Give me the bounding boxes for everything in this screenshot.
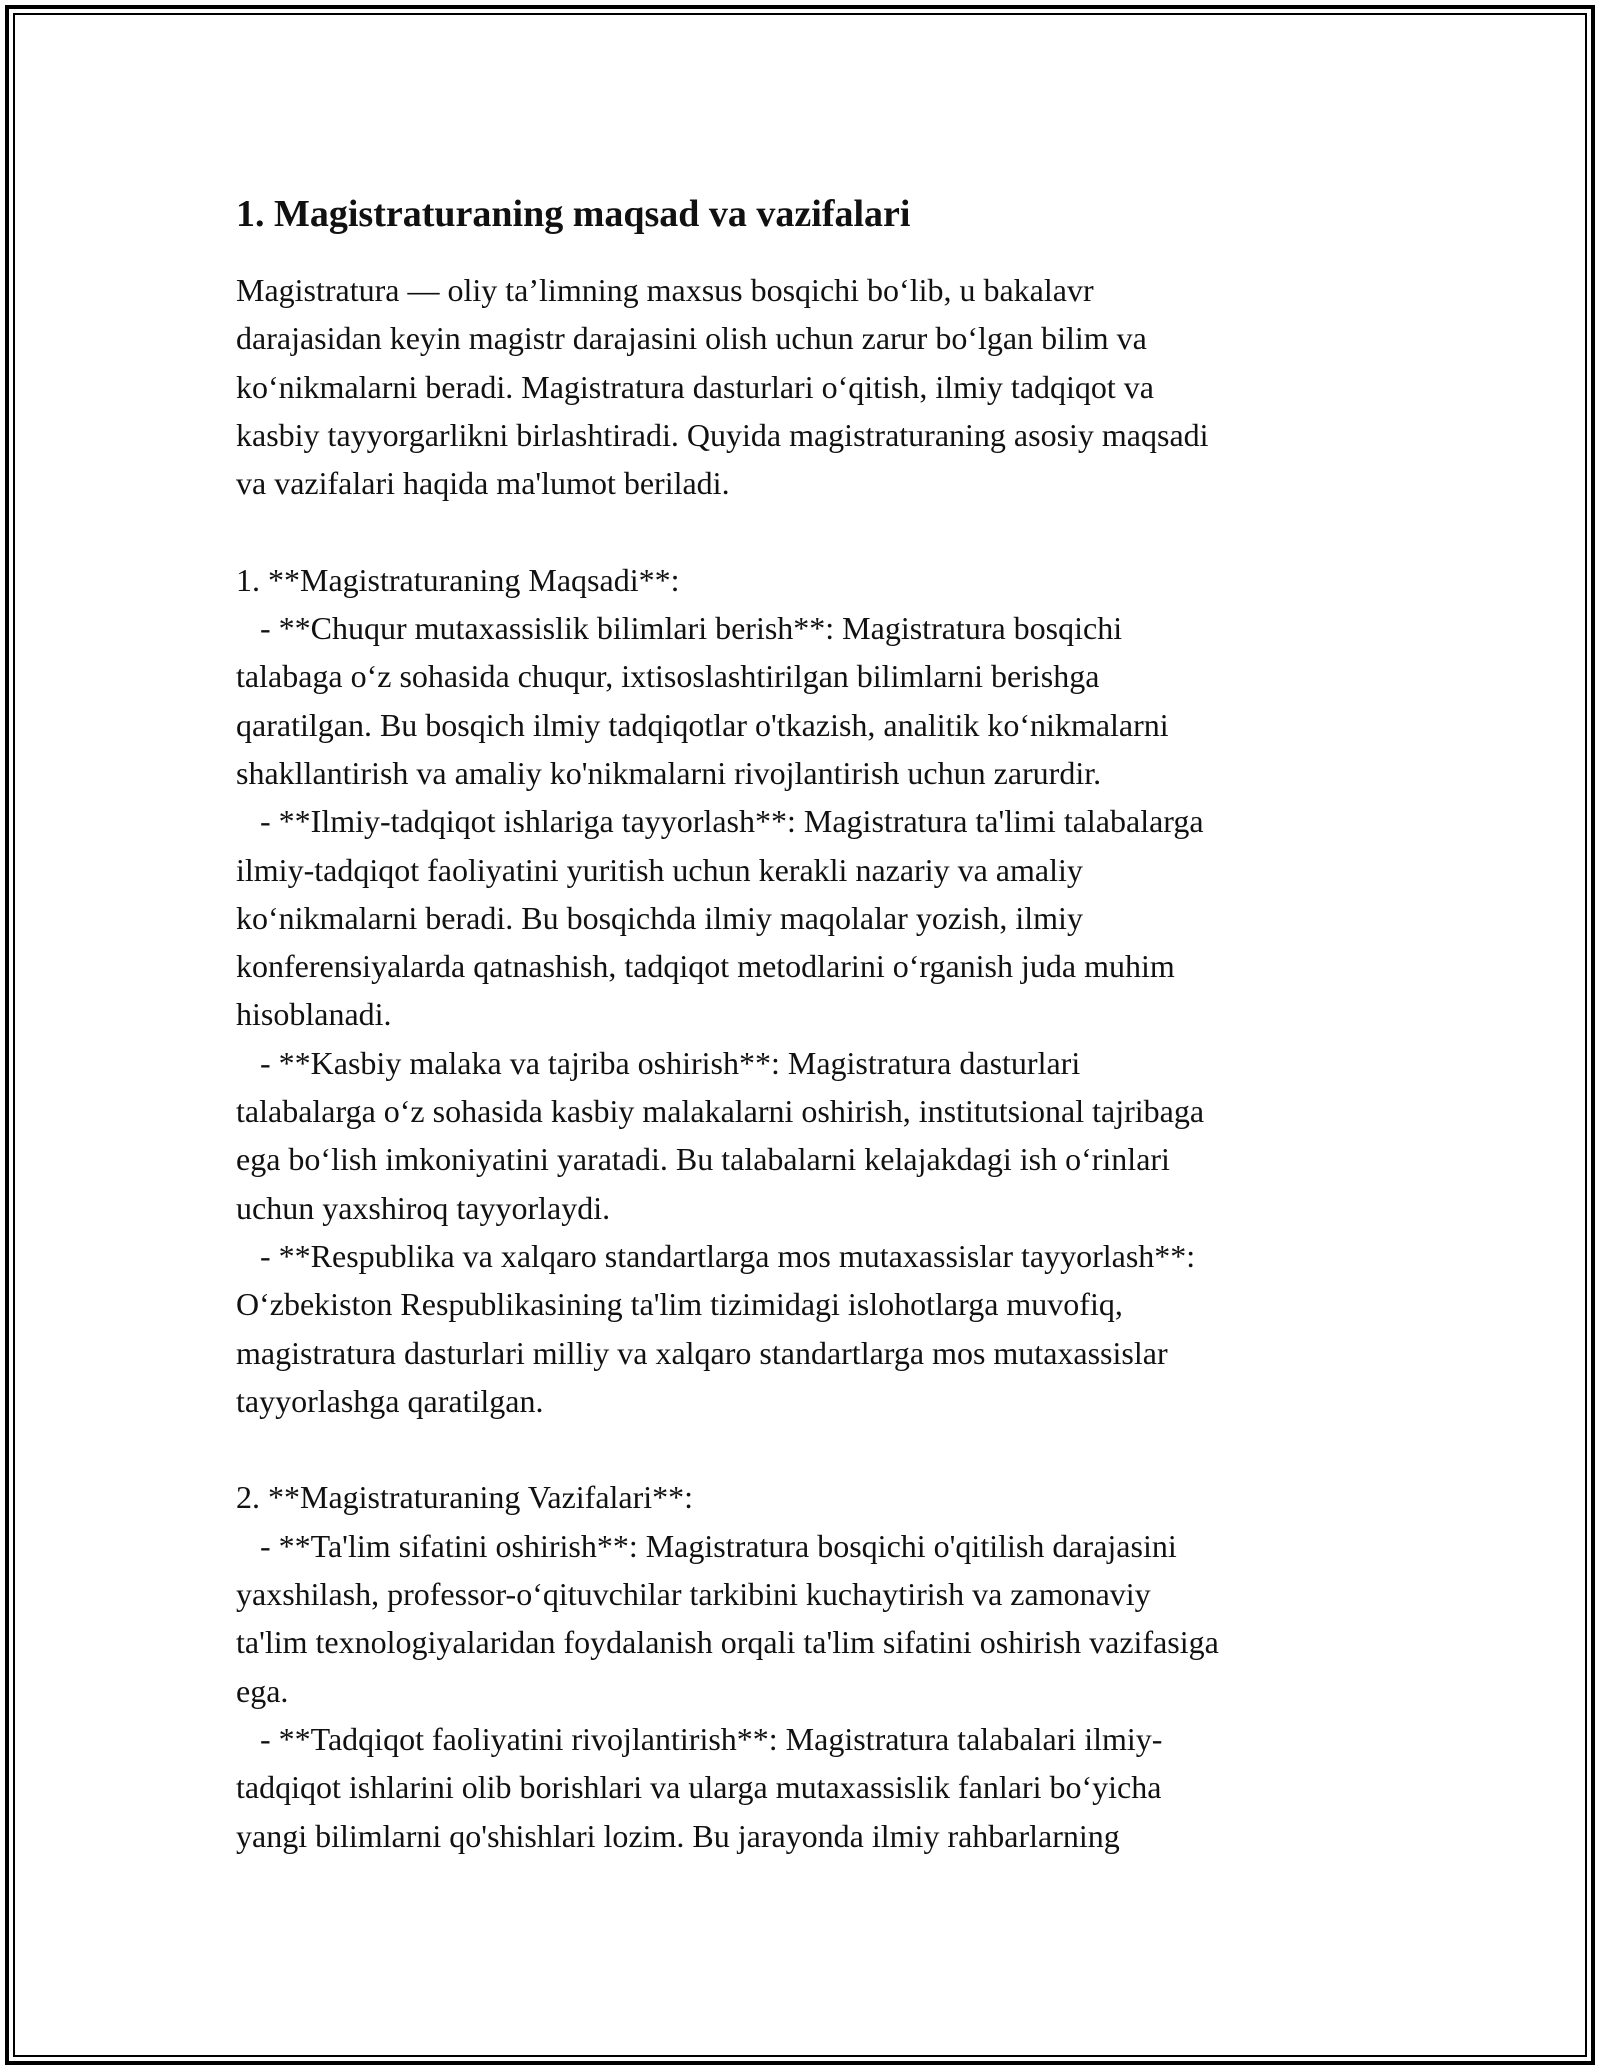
text-line: uchun yaxshiroq tayyorlaydi. bbox=[236, 1189, 611, 1226]
intro-paragraph bbox=[236, 266, 1376, 507]
text-line: shakllantirish va amaliy ko'nikmalarni rivojlantirish uchun zarurdir. bbox=[236, 754, 1102, 791]
text-line: qaratilgan. Bu bosqich ilmiy tadqiqotlar o'tkazish, analitik ko‘nikmalarni bbox=[236, 706, 1169, 743]
text-line: ko‘nikmalarni beradi. Magistratura dasturlari o‘qitish, ilmiy tadqiqot va bbox=[236, 368, 1154, 405]
text-line: ta'lim texnologiyalaridan foydalanish orqali ta'lim sifatini oshirish vazifasiga bbox=[236, 1624, 1219, 1661]
section-title: 1. **Magistraturaning Maqsadi**: bbox=[236, 561, 680, 598]
paragraph-gap bbox=[236, 507, 1376, 555]
text-line: talabaga o‘z sohasida chuqur, ixtisoslashtirilgan bilimlarni berishga bbox=[236, 658, 1100, 695]
text-line: tayyorlashga qaratilgan. bbox=[236, 1382, 544, 1419]
text-line: tadqiqot ishlarini olib borishlari va ularga mutaxassislik fanlari bo‘yicha bbox=[236, 1769, 1162, 1806]
text-line: - **Kasbiy malaka va tajriba oshirish**: Magistratura dasturlari bbox=[236, 1044, 1081, 1081]
text-line: Magistratura — oliy ta’limning maxsus bosqichi bo‘lib, u bakalavr bbox=[236, 272, 1094, 308]
text-line: - **Ilmiy-tadqiqot ishlariga tayyorlash**: Magistratura ta'limi talabalarga bbox=[236, 803, 1204, 840]
text-line: O‘zbekiston Respublikasining ta'lim tizimidagi islohotlarga muvofiq, bbox=[236, 1286, 1123, 1323]
text-line: ko‘nikmalarni beradi. Bu bosqichda ilmiy maqolalar yozish, ilmiy bbox=[236, 899, 1083, 936]
text-line: yangi bilimlarni qo'shishlari lozim. Bu jarayonda ilmiy rahbarlarning bbox=[236, 1817, 1120, 1854]
text-line: ega bo‘lish imkoniyatini yaratadi. Bu talabalarni kelajakdagi ish o‘rinlari bbox=[236, 1141, 1170, 1178]
text-line: kasbiy tayyorgarlikni birlashtiradi. Quyida magistraturaning asosiy maqsadi bbox=[236, 416, 1209, 453]
document-body bbox=[236, 186, 1376, 1860]
text-line: va vazifalari haqida ma'lumot beriladi. bbox=[236, 465, 730, 502]
text-line: ilmiy-tadqiqot faoliyatini yuritish uchun kerakli nazariy va amaliy bbox=[236, 851, 1083, 888]
section-maqsadi bbox=[236, 556, 1376, 1425]
text-line: hisoblanadi. bbox=[236, 996, 392, 1033]
text-line: magistratura dasturlari milliy va xalqaro standartlarga mos mutaxassislar bbox=[236, 1334, 1168, 1371]
text-line: ega. bbox=[236, 1672, 289, 1709]
text-line: - **Ta'lim sifatini oshirish**: Magistratura bosqichi o'qitilish darajasini bbox=[236, 1527, 1177, 1564]
text-line: darajasidan keyin magistr darajasini olish uchun zarur bo‘lgan bilim va bbox=[236, 320, 1147, 357]
text-line: - **Chuqur mutaxassislik bilimlari berish**: Magistratura bosqichi bbox=[236, 610, 1123, 647]
document-heading: 1. Magistraturaning maqsad va vazifalari bbox=[236, 193, 911, 235]
text-line: yaxshilash, professor-o‘qituvchilar tarkibini kuchaytirish va zamonaviy bbox=[236, 1576, 1151, 1613]
paragraph-gap bbox=[236, 1425, 1376, 1473]
text-line: - **Respublika va xalqaro standartlarga mos mutaxassislar tayyorlash**: bbox=[236, 1237, 1196, 1274]
text-line: - **Tadqiqot faoliyatini rivojlantirish**: Magistratura talabalari ilmiy- bbox=[236, 1720, 1163, 1757]
section-title: 2. **Magistraturaning Vazifalari**: bbox=[236, 1479, 694, 1516]
text-line: konferensiyalarda qatnashish, tadqiqot metodlarini o‘rganish juda muhim bbox=[236, 948, 1175, 985]
text-line: talabalarga o‘z sohasida kasbiy malakalarni oshirish, institutsional tajribaga bbox=[236, 1093, 1205, 1130]
section-vazifalari bbox=[236, 1473, 1376, 1859]
